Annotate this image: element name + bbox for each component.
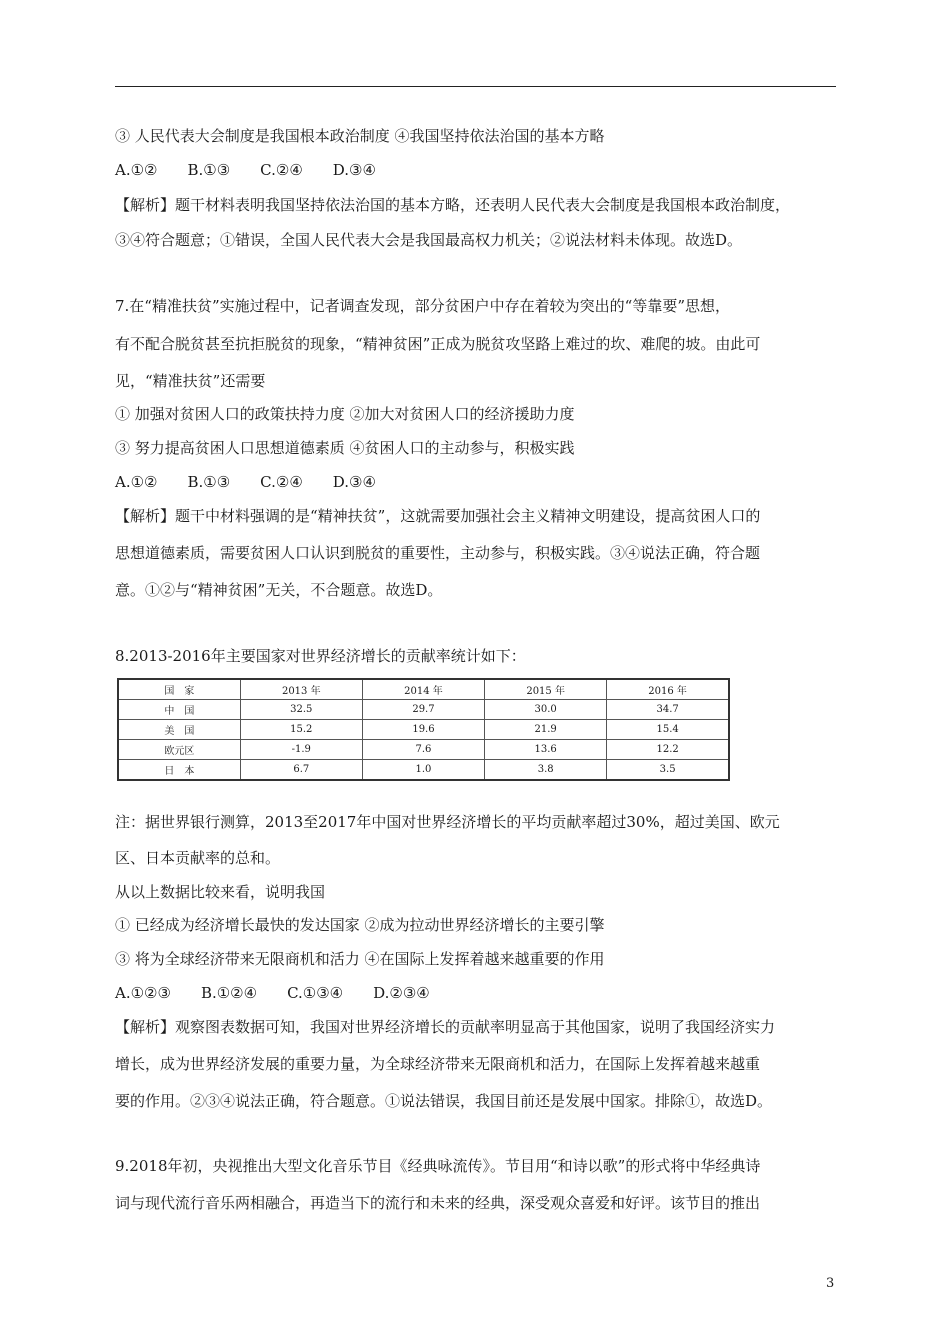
- table-cell: 3.5: [607, 760, 729, 781]
- q8-analysis-3: 要的作用。②③④说法正确，符合题意。①说法错误，我国目前还是发展中国家。排除①，故选D。: [115, 1092, 773, 1110]
- q8-note-1: 注：据世界银行测算，2013至2017年中国对世界经济增长的平均贡献率超过30%，超过美国、欧元: [115, 813, 780, 831]
- table-header-cell: 2016 年: [607, 679, 729, 700]
- table-header-row: [118, 679, 729, 700]
- q8-stem: 8.2013-2016年主要国家对世界经济增长的贡献率统计如下：: [115, 647, 526, 665]
- q8-note-2: 区、日本贡献率的总和。: [115, 849, 281, 867]
- table-header-cell: 国 家: [118, 679, 240, 700]
- table-cell: 30.0: [485, 700, 607, 720]
- table-cell: -1.9: [240, 740, 362, 760]
- q7-option-1-2: ① 加强对贫困人口的政策扶持力度 ②加大对贫困人口的经济援助力度: [115, 405, 575, 423]
- q7-choices: A.①② B.①③ C.②④ D.③④: [115, 473, 376, 491]
- q8-option-3-4: ③ 将为全球经济带来无限商机和活力 ④在国际上发挥着越来越重要的作用: [115, 950, 605, 968]
- table-row: [118, 720, 729, 740]
- table-cell: 中 国: [118, 700, 240, 720]
- table-header-cell: 2014 年: [362, 679, 484, 700]
- table-header-cell: 2015 年: [485, 679, 607, 700]
- q7-stem-3: 见，“精准扶贫”还需要: [115, 372, 266, 390]
- page-number: 3: [826, 1276, 835, 1291]
- q8-choices: A.①②③ B.①②④ C.①③④ D.②③④: [115, 984, 430, 1002]
- q8-analysis-2: 增长，成为世界经济发展的重要力量，为全球经济带来无限商机和活力，在国际上发挥着越来越重: [115, 1055, 761, 1073]
- q8-analysis-1: 【解析】观察图表数据可知，我国对世界经济增长的贡献率明显高于其他国家，说明了我国经济实力: [115, 1018, 776, 1036]
- table-cell: 日 本: [118, 760, 240, 781]
- table-cell: 3.8: [485, 760, 607, 781]
- table-cell: 19.6: [362, 720, 484, 740]
- q9-stem-1: 9.2018年初，央视推出大型文化音乐节目《经典咏流传》。节目用“和诗以歌”的形式将中华经典诗: [115, 1157, 761, 1175]
- q7-analysis-3: 意。①②与“精神贫困”无关，不合题意。故选D。: [115, 581, 443, 599]
- q6-analysis-2: ③④符合题意；①错误，全国人民代表大会是我国最高权力机关；②说法材料未体现。故选D。: [115, 231, 743, 249]
- table-cell: 15.2: [240, 720, 362, 740]
- table-cell: 15.4: [607, 720, 729, 740]
- q7-option-3-4: ③ 努力提高贫困人口思想道德素质 ④贫困人口的主动参与，积极实践: [115, 439, 575, 457]
- table-cell: 29.7: [362, 700, 484, 720]
- table-cell: 6.7: [240, 760, 362, 781]
- q6-option-3-4: ③ 人民代表大会制度是我国根本政治制度 ④我国坚持依法治国的基本方略: [115, 127, 605, 145]
- q7-stem-1: 7.在“精准扶贫”实施过程中，记者调查发现，部分贫困户中存在着较为突出的“等靠要”思想，: [115, 297, 730, 315]
- q7-analysis-1: 【解析】题干中材料强调的是“精神扶贫”，这就需要加强社会主义精神文明建设，提高贫困人口的: [115, 507, 761, 525]
- q7-analysis-2: 思想道德素质，需要贫困人口认识到脱贫的重要性，主动参与，积极实践。③④说法正确，符合题: [115, 544, 761, 562]
- q6-choices: A.①② B.①③ C.②④ D.③④: [115, 161, 376, 179]
- table-cell: 21.9: [485, 720, 607, 740]
- table-cell: 13.6: [485, 740, 607, 760]
- table-row: [118, 760, 729, 781]
- table-row: [118, 700, 729, 720]
- q8-prompt: 从以上数据比较来看，说明我国: [115, 883, 326, 901]
- table-cell: 34.7: [607, 700, 729, 720]
- q6-analysis-1: 【解析】题干材料表明我国坚持依法治国的基本方略，还表明人民代表大会制度是我国根本政治制度，: [115, 196, 791, 214]
- table-cell: 32.5: [240, 700, 362, 720]
- table-cell: 12.2: [607, 740, 729, 760]
- q9-stem-2: 词与现代流行音乐两相融合，再造当下的流行和未来的经典，深受观众喜爱和好评。该节目的推出: [115, 1194, 761, 1212]
- table-cell: 7.6: [362, 740, 484, 760]
- table-cell: 1.0: [362, 760, 484, 781]
- table-cell: 美 国: [118, 720, 240, 740]
- contribution-table: [117, 678, 730, 781]
- table-header-cell: 2013 年: [240, 679, 362, 700]
- table-cell: 欧元区: [118, 740, 240, 760]
- header-rule: [115, 86, 836, 87]
- q8-option-1-2: ① 已经成为经济增长最快的发达国家 ②成为拉动世界经济增长的主要引擎: [115, 916, 605, 934]
- table-row: [118, 740, 729, 760]
- q7-stem-2: 有不配合脱贫甚至抗拒脱贫的现象，“精神贫困”正成为脱贫攻坚路上难过的坎、难爬的坡。由此可: [115, 335, 761, 353]
